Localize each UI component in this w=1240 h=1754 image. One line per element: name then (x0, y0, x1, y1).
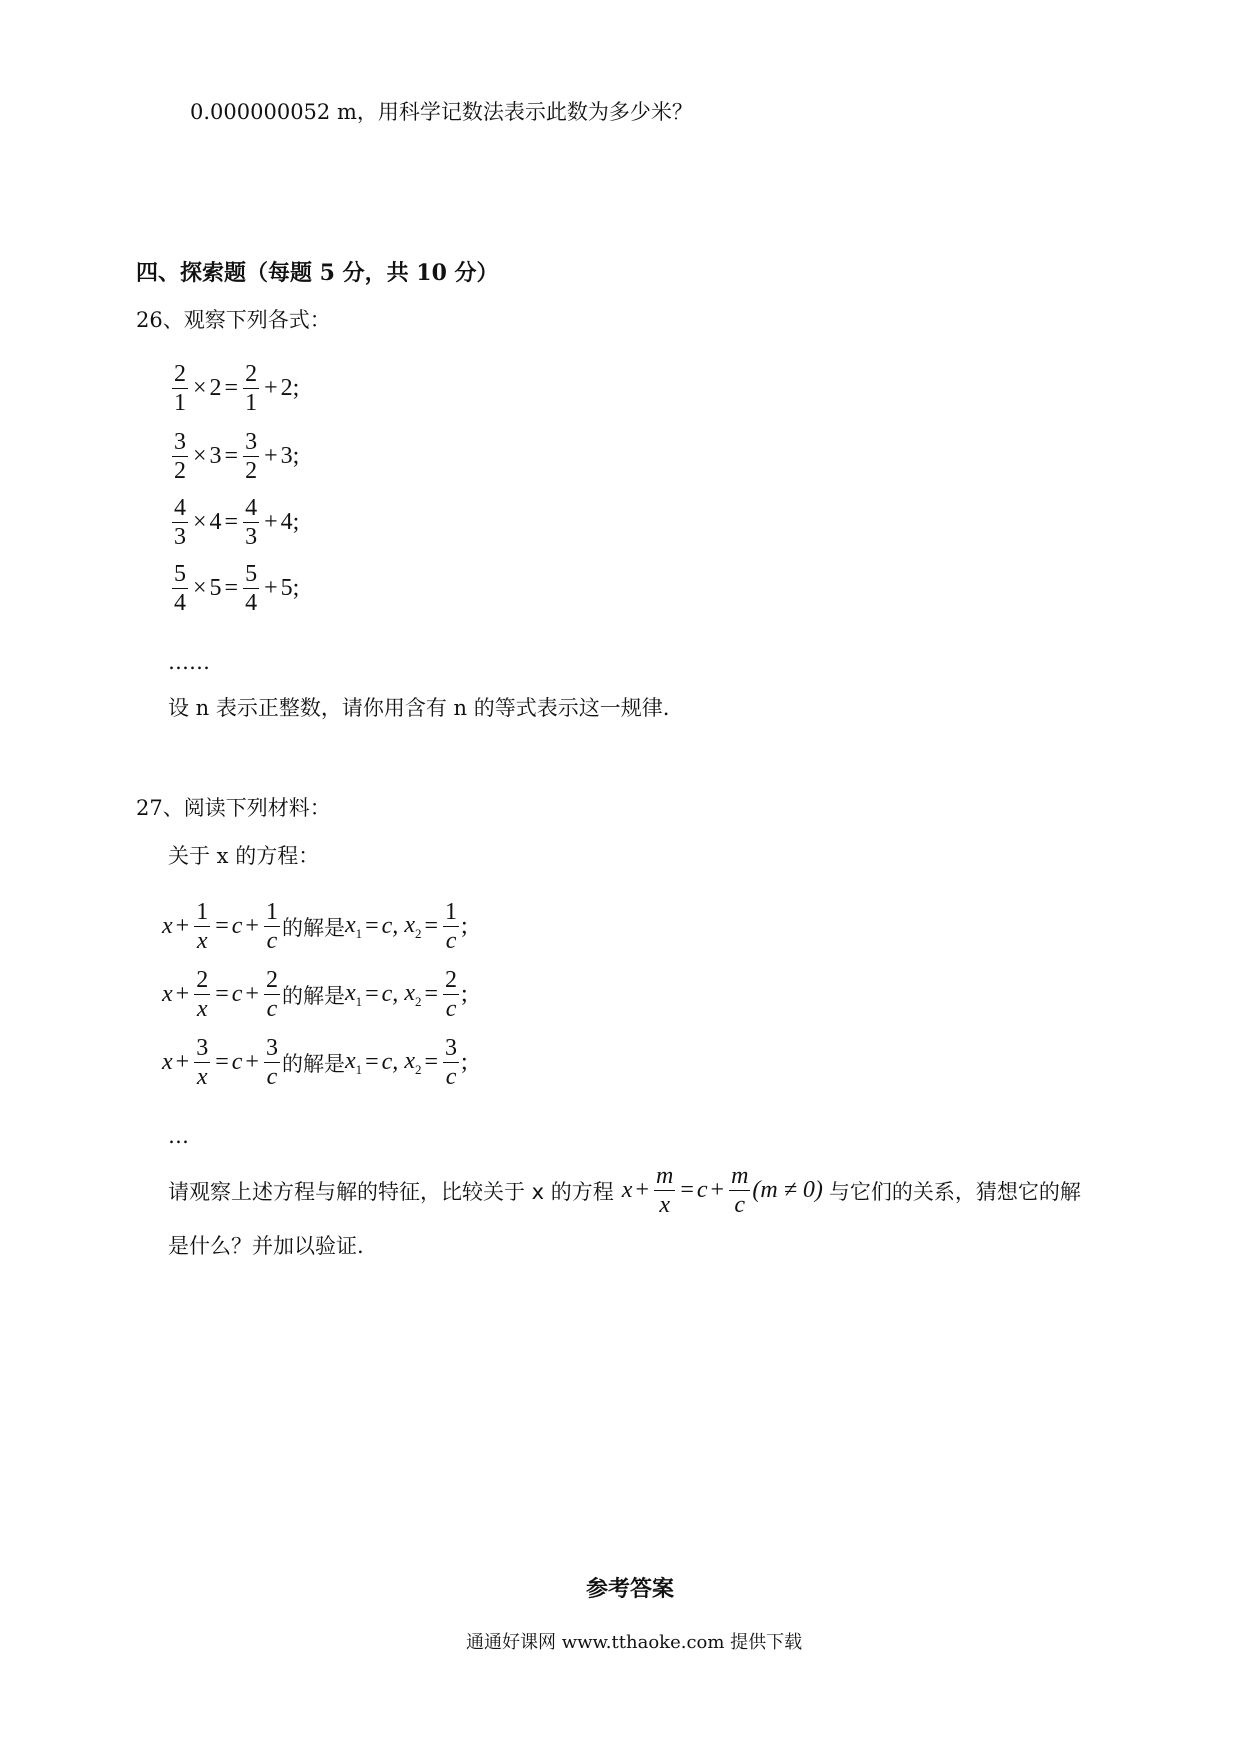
denominator: 4 (245, 590, 258, 616)
numerator: 3 (445, 1035, 458, 1061)
multiplier: 4 (209, 509, 222, 535)
var-c: c, (381, 1049, 399, 1075)
denominator: x (196, 928, 208, 954)
equals-sign: = (224, 575, 239, 601)
plus-sign: + (175, 981, 190, 1007)
fraction (243, 494, 259, 551)
numerator: 5 (174, 561, 186, 587)
fraction-k-over-x (194, 1034, 210, 1091)
fraction (172, 494, 188, 551)
equals-sign: = (224, 443, 239, 469)
fraction (172, 428, 188, 485)
question-26-equation (170, 360, 299, 417)
fraction-k-over-x (194, 966, 210, 1023)
question-27-equation (162, 1034, 468, 1091)
fraction-k-over-x (194, 898, 210, 955)
general-fraction-m-over-c: $\frac{m}{c}$ (731, 1163, 749, 1218)
question-26-prompt: 设 n 表示正整数，请你用含有 n 的等式表示这一规律. (168, 696, 670, 720)
var-c: c (231, 913, 243, 939)
page-footer: 通通好课网 www.tthaoke.com 提供下载 (466, 1632, 803, 1653)
semicolon: ; (461, 1049, 468, 1075)
fraction (243, 428, 259, 485)
numerator: 3 (265, 1035, 278, 1061)
solution-x2: $x_2$ (404, 911, 422, 941)
denominator: 1 (245, 390, 258, 416)
solution-x1: $x_1$ (344, 1047, 363, 1077)
general-fraction-m-over-x: $\frac{m}{x}$ (655, 1163, 674, 1218)
question-27-equation (162, 966, 468, 1023)
general-var-c: c (696, 1177, 708, 1203)
plus-sign: + (245, 981, 259, 1007)
equals-sign: = (680, 1177, 694, 1203)
equals-sign: = (224, 509, 239, 535)
equals-sign: = (215, 913, 229, 939)
times-sign: × (193, 443, 207, 469)
var-c: c (231, 1049, 243, 1075)
numerator: 1 (445, 899, 458, 925)
answers-title: 参考答案 (586, 1576, 675, 1602)
denominator: 2 (245, 458, 258, 484)
plus-sign: + (264, 375, 278, 401)
addend: 5; (280, 575, 300, 601)
solution-x1: $x_1$ (344, 979, 363, 1009)
plus-sign: + (175, 1049, 190, 1075)
times-sign: × (193, 509, 207, 535)
denominator: c (445, 1064, 457, 1090)
equals-sign: = (365, 1049, 379, 1075)
denominator: c (266, 1064, 278, 1090)
numerator: 4 (245, 495, 258, 521)
numerator: 1 (196, 899, 209, 925)
fraction-k-over-c (264, 898, 280, 955)
numerator: 3 (196, 1035, 209, 1061)
denominator: 4 (174, 590, 186, 616)
multiplier: 2 (209, 375, 222, 401)
equals-sign: = (424, 913, 439, 939)
fraction-k-over-c (264, 1034, 280, 1091)
denominator: 1 (174, 390, 186, 416)
var-x: x (162, 981, 173, 1007)
denominator: 3 (174, 524, 186, 550)
var-x: x (162, 913, 173, 939)
question-27-stem: 27、阅读下列材料： (136, 796, 331, 820)
denominator: c (266, 996, 278, 1022)
fraction (243, 360, 259, 417)
fraction-k-over-c (264, 966, 280, 1023)
prev-question-tail: 0.000000052 m，用科学记数法表示此数为多少米？ (190, 100, 693, 124)
plus-sign: + (710, 1177, 725, 1203)
numerator: 5 (245, 561, 258, 587)
var-c: c (231, 981, 243, 1007)
numerator: 3 (245, 429, 258, 455)
denominator: 3 (245, 524, 258, 550)
equals-sign: = (215, 1049, 229, 1075)
question-26-equation (170, 560, 299, 617)
prompt-after-text: 与它们的关系，猜想它的解 (828, 1179, 1081, 1204)
denominator: 2 (174, 458, 186, 484)
denominator: c (266, 928, 278, 954)
numerator: 4 (174, 495, 186, 521)
question-26-stem: 26、观察下列各式： (136, 308, 331, 332)
solution-word: 的解是 (281, 915, 345, 940)
numerator: 2 (265, 967, 278, 993)
fraction-k-over-c (443, 898, 459, 955)
solution-word: 的解是 (281, 983, 345, 1008)
question-27-prompt-line2: 是什么？并加以验证. (168, 1234, 364, 1258)
numerator: 2 (245, 361, 258, 387)
equals-sign: = (224, 375, 239, 401)
plus-sign: + (264, 575, 278, 601)
denominator: x (196, 1064, 208, 1090)
plus-sign: + (264, 509, 278, 535)
question-27-equation (162, 898, 468, 955)
solution-x2: $x_2$ (404, 1047, 422, 1077)
question-26-ellipsis: …… (168, 650, 210, 674)
plus-sign: + (635, 1177, 649, 1203)
numerator: 3 (174, 429, 186, 455)
numerator: 1 (265, 899, 278, 925)
solution-word: 的解是 (281, 1051, 345, 1076)
var-c: c, (381, 913, 399, 939)
multiplier: 3 (209, 443, 222, 469)
fraction (172, 360, 188, 417)
question-26-equation (170, 428, 299, 485)
solution-x1: $x_1$ (344, 911, 363, 941)
fraction-k-over-c (443, 1034, 459, 1091)
addend: 4; (280, 509, 300, 535)
times-sign: × (193, 375, 207, 401)
fraction (243, 560, 259, 617)
section-heading: 四、探索题（每题 5 分，共 10 分） (136, 260, 499, 286)
question-27-ellipsis: … (168, 1124, 189, 1148)
equals-sign: = (365, 913, 379, 939)
multiplier: 5 (209, 575, 222, 601)
plus-sign: + (175, 913, 190, 939)
denominator: x (196, 996, 208, 1022)
plus-sign: + (245, 1049, 259, 1075)
general-condition: (m ≠ 0) (752, 1177, 823, 1203)
equals-sign: = (424, 1049, 439, 1075)
denominator: c (445, 928, 457, 954)
fraction-k-over-c (443, 966, 459, 1023)
question-26-equation (170, 494, 299, 551)
question-27-prompt (168, 1162, 1128, 1219)
numerator: 2 (445, 967, 458, 993)
numerator: 2 (174, 361, 186, 387)
prompt-before-text: 请观察上述方程与解的特征，比较关于 x 的方程 (168, 1179, 614, 1204)
semicolon: ; (461, 981, 468, 1007)
equals-sign: = (215, 981, 229, 1007)
times-sign: × (193, 575, 207, 601)
question-27-intro: 关于 x 的方程： (168, 844, 320, 868)
solution-x2: $x_2$ (404, 979, 422, 1009)
numerator: 2 (196, 967, 209, 993)
semicolon: ; (461, 913, 468, 939)
plus-sign: + (264, 443, 278, 469)
equals-sign: = (424, 981, 439, 1007)
var-x: x (162, 1049, 173, 1075)
general-var-x: x (621, 1177, 633, 1203)
plus-sign: + (245, 913, 259, 939)
fraction (172, 560, 188, 617)
denominator: c (445, 996, 457, 1022)
addend: 2; (280, 375, 300, 401)
var-c: c, (381, 981, 399, 1007)
equals-sign: = (365, 981, 379, 1007)
addend: 3; (280, 443, 300, 469)
